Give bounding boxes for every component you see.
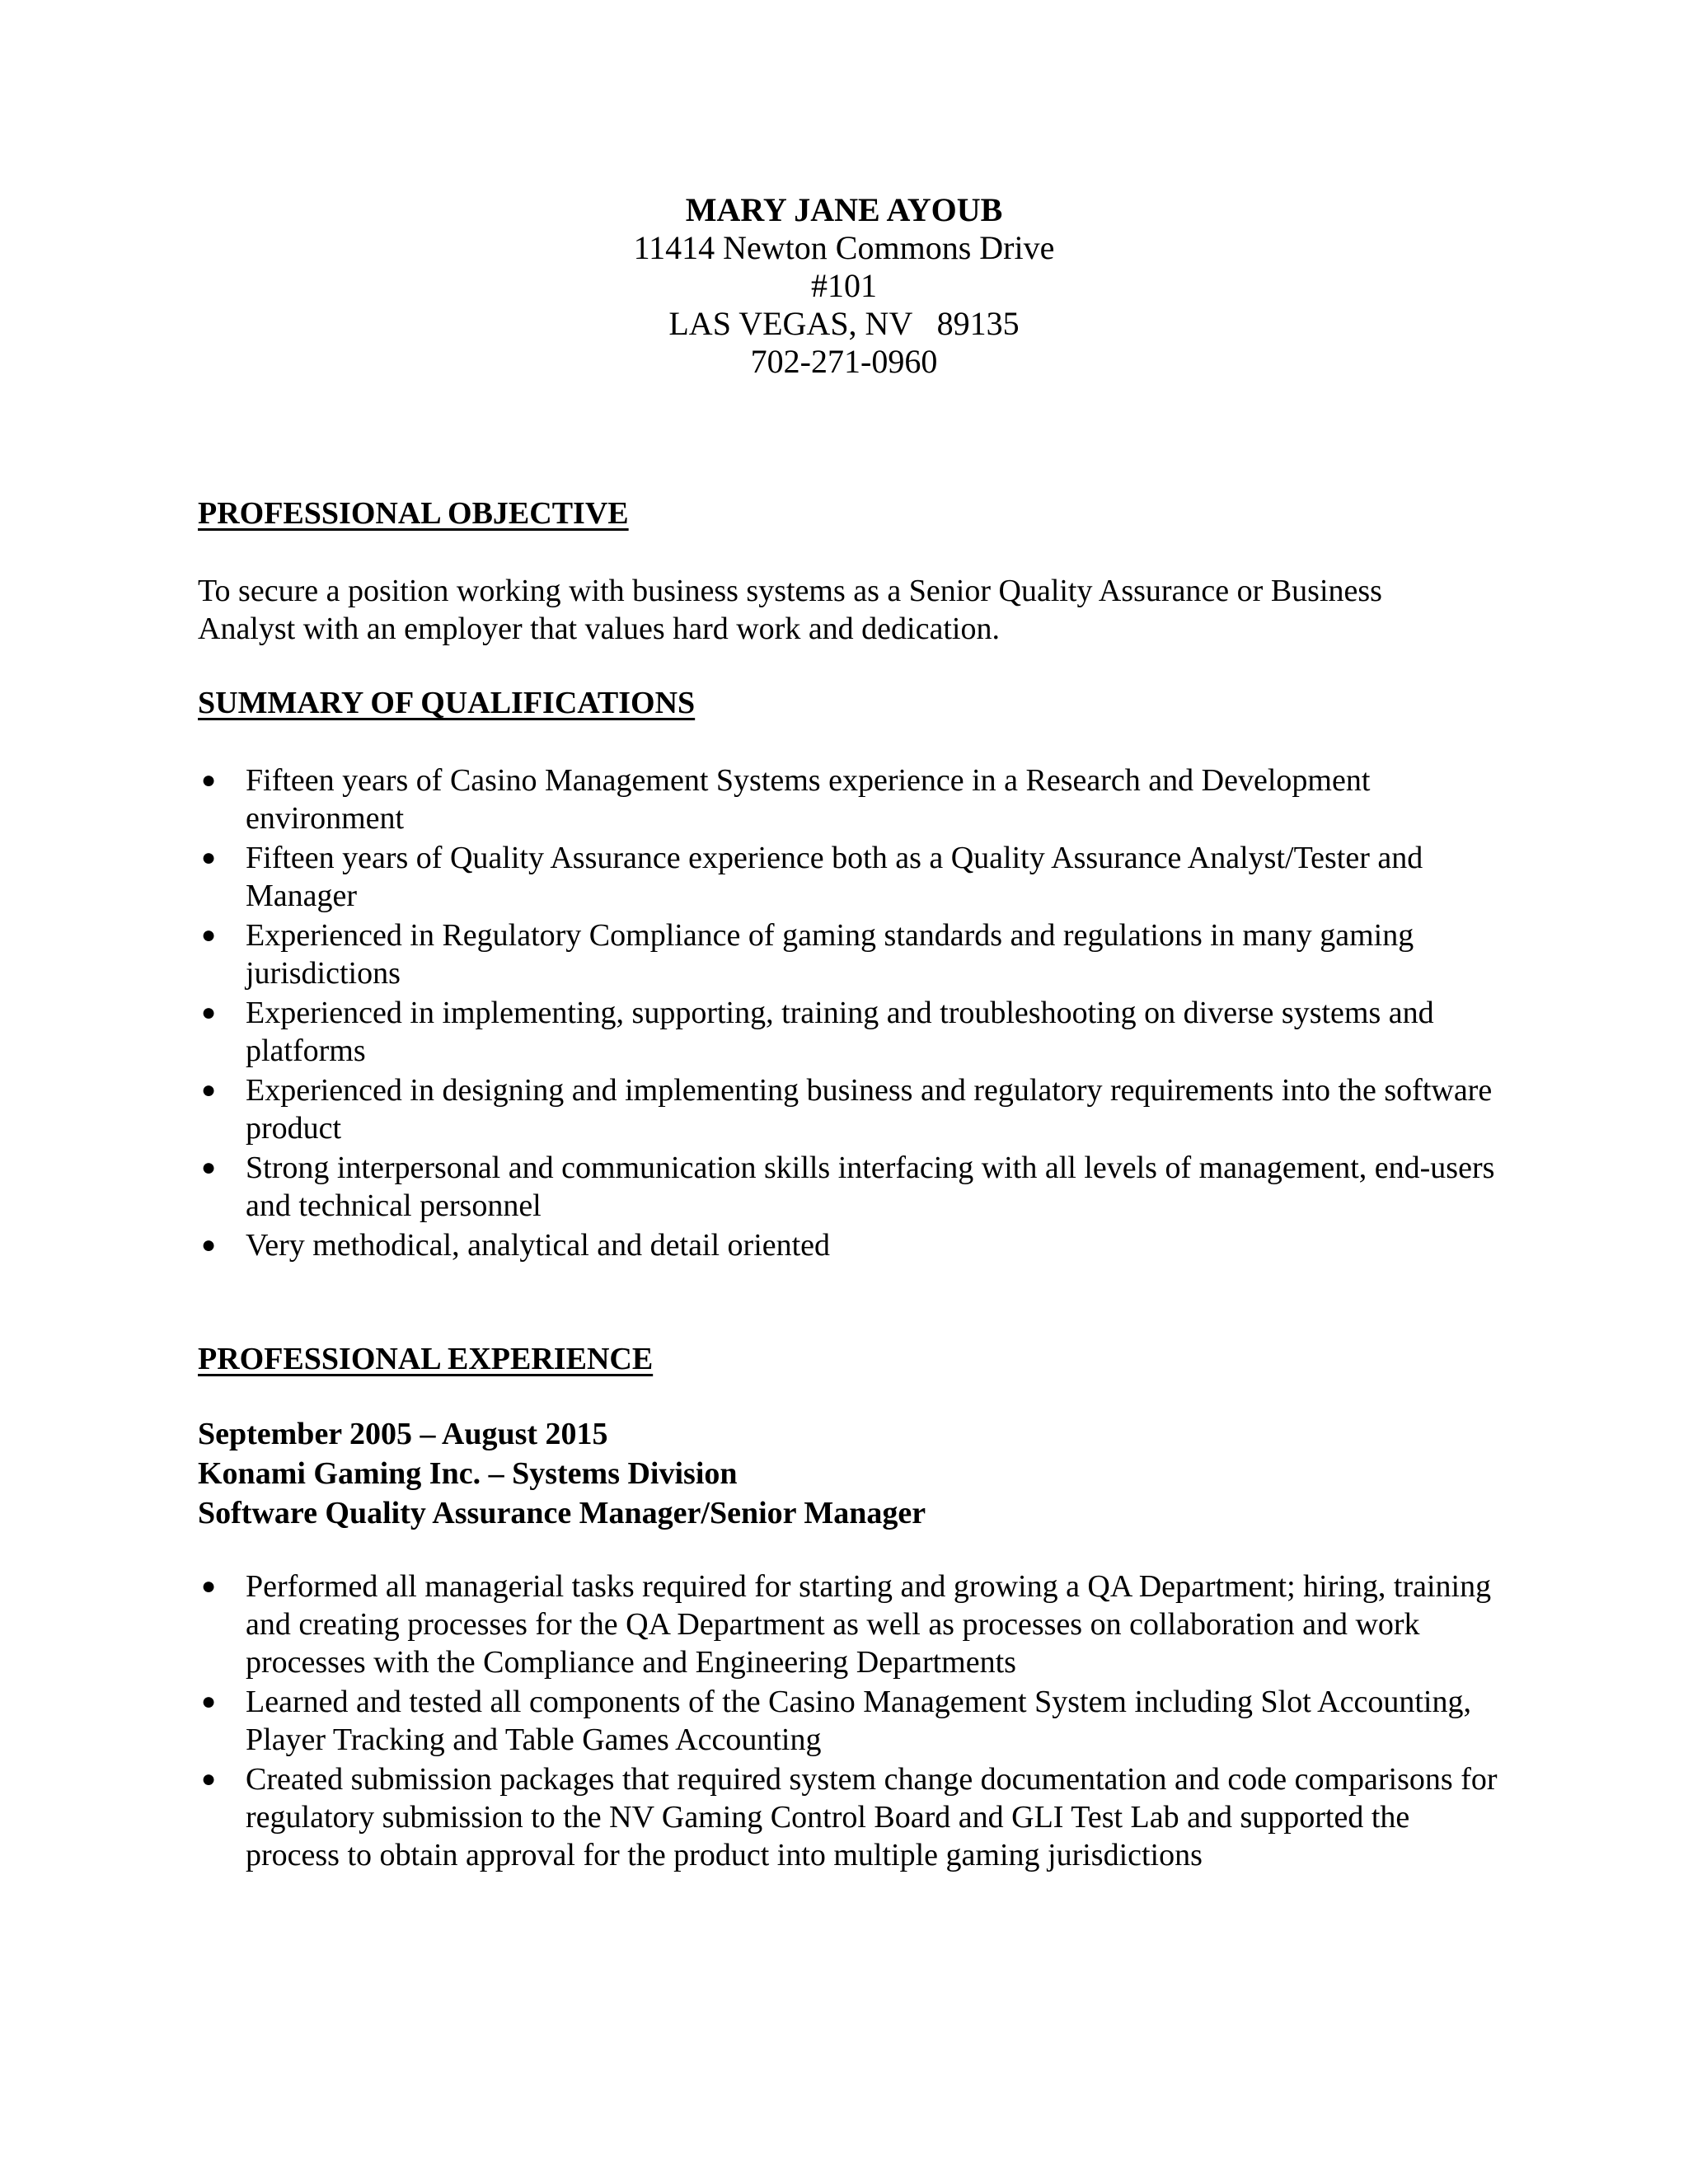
job-dates: September 2005 – August 2015 [198,1417,608,1451]
list-item: ● Performed all managerial tasks required for starting and growing a QA Department; hiring, training and creating processes for the QA Department as well as processes on collaboration and work processes with the Compliance and Engineering Departments [201,1569,1492,1680]
contact-header [0,191,1688,381]
unit-number: #101 [811,267,877,304]
summary-list [198,762,1500,1266]
bullet-icon: ● [201,1231,217,1258]
job-duties-list [198,1568,1500,1876]
list-item: ● Strong interpersonal and communication skills interfacing with all levels of management, end-users and technical personnel [201,1151,1495,1223]
list-item: ● Experienced in designing and implementing business and regulatory requirements into the software product [201,1073,1493,1146]
list-item: ● Experienced in Regulatory Compliance of gaming standards and regulations in many gaming jurisdictions [201,918,1414,991]
street-address: 11414 Newton Commons Drive [633,229,1055,266]
list-item: ● Experienced in implementing, supporting, training and troubleshooting on diverse systems and platforms [201,996,1434,1068]
job-role: Software Quality Assurance Manager/Senior Manager [198,1496,926,1530]
summary-heading: SUMMARY OF QUALIFICATIONS [198,686,696,720]
bullet-icon: ● [201,1572,217,1600]
objective-heading: PROFESSIONAL OBJECTIVE [198,496,629,531]
bullet-icon: ● [201,1154,217,1181]
bullet-icon: ● [201,921,217,949]
job-company: Konami Gaming Inc. – Systems Division [198,1456,738,1491]
objective-text: To secure a position working with business systems as a Senior Quality Assurance or Business Analyst with an employer that values hard work and dedication. [198,574,1382,646]
bullet-icon: ● [201,1765,217,1793]
bullet-icon: ● [201,844,217,871]
applicant-name: MARY JANE AYOUB [685,191,1003,228]
phone-number: 702-271-0960 [750,343,938,380]
experience-heading: PROFESSIONAL EXPERIENCE [198,1342,654,1376]
list-item: ● Learned and tested all components of the Casino Management System including Slot Accounting, Player Tracking and Table Games Accounting [201,1685,1471,1757]
bullet-icon: ● [201,1688,217,1715]
list-item: ● Fifteen years of Quality Assurance experience both as a Quality Assurance Analyst/Tester and Manager [201,841,1423,913]
bullet-icon: ● [201,1076,217,1104]
list-item: ● Very methodical, analytical and detail oriented [201,1228,831,1263]
bullet-icon: ● [201,766,217,794]
bullet-icon: ● [201,999,217,1026]
list-item: ● Fifteen years of Casino Management Systems experience in a Research and Development environment [201,763,1371,836]
city-state-zip: LAS VEGAS, NV 89135 [668,305,1020,342]
list-item: ● Created submission packages that required system change documentation and code comparisons for regulatory submission to the NV Gaming Control Board and GLI Test Lab and supported the process to obtain approval for the product into multiple gaming jurisdictions [201,1762,1498,1872]
